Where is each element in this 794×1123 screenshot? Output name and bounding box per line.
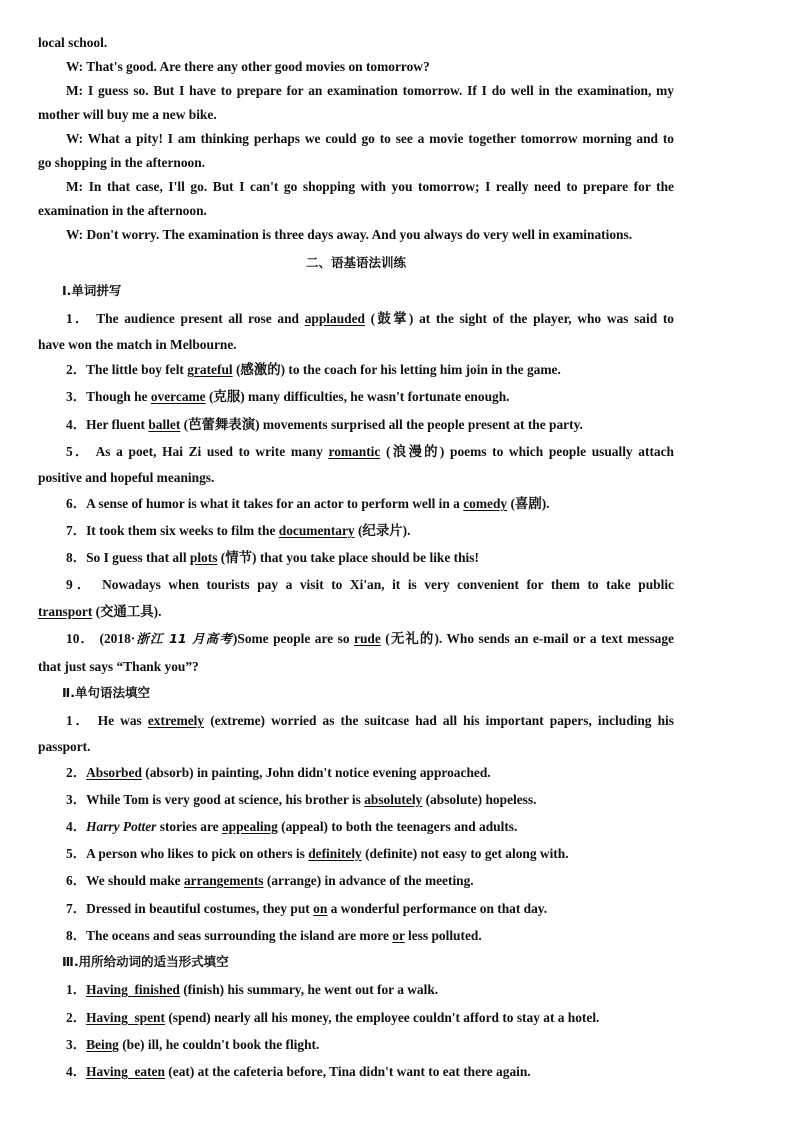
dialogue-line (38, 82, 674, 100)
text: positive and hopeful meanings. (38, 470, 215, 485)
question-line (38, 388, 674, 406)
text: 4． (66, 819, 87, 834)
dialogue-line (38, 130, 674, 148)
text: 4．Her fluent (66, 417, 149, 432)
question-line (38, 1009, 674, 1027)
section-title: 二、语基语法训练 (305, 255, 406, 270)
source-note: 浙江 11 月高考 (135, 631, 233, 646)
question-line (38, 603, 674, 621)
book-title: Harry Potter (86, 819, 157, 834)
text: (absolute) hopeless. (422, 792, 537, 807)
answer: definitely (308, 846, 362, 861)
text: less polluted. (404, 928, 482, 943)
text: 5．A person who likes to pick on others is (66, 846, 309, 861)
text: 8．So I guess that all (66, 550, 190, 565)
text: )Some people are so (232, 631, 354, 646)
answer: plots (189, 550, 218, 565)
text: 1． (66, 982, 87, 997)
dialogue-line (38, 226, 674, 244)
text: M: In that case, I'll go. But I can't go shopping with you tomorrow; I really need to prepare for the (66, 179, 674, 194)
text: W: What a pity! I am thinking perhaps we could go to see a movie together tomorrow morning and to (66, 131, 674, 146)
answer: or (392, 928, 405, 943)
text: that just says “Thank you”? (38, 659, 199, 674)
text: M: I guess so. But I have to prepare for an examination tomorrow. If I do well in the examination, my (66, 83, 674, 98)
text: a wonderful performance on that day. (327, 901, 548, 916)
answer: Absorbed (86, 765, 142, 780)
question-line (38, 791, 674, 809)
text: 2． (66, 1010, 87, 1025)
answer: extremely (147, 713, 205, 728)
text: (arrange) in advance of the meeting. (263, 873, 474, 888)
question-line (38, 336, 674, 354)
part-heading: Ⅱ.单句语法填空 (62, 685, 150, 700)
text: 9． Nowadays when tourists pay a visit to Xi'an, it is very convenient for them to take public (66, 577, 674, 592)
answer: appealing (221, 819, 278, 834)
dialogue-line (38, 178, 674, 196)
text: (absorb) in painting, John didn't notice evening approached. (141, 765, 491, 780)
dialogue-line (38, 154, 674, 172)
answer: arrangements (183, 873, 264, 888)
text: (感激的) to the coach for his letting him join in the game. (232, 362, 561, 377)
question-line (38, 416, 674, 434)
text: (浪漫的) poems to which people usually attach (380, 444, 674, 459)
answer: Being (86, 1037, 119, 1052)
answer: romantic (328, 444, 381, 459)
question-line (38, 310, 674, 328)
question-line (38, 443, 674, 461)
text: (appeal) to both the teenagers and adults. (277, 819, 518, 834)
question-line (38, 522, 674, 540)
answer: absolutely (364, 792, 423, 807)
text: 7．It took them six weeks to film the (66, 523, 279, 538)
answer: Having eaten (86, 1064, 165, 1079)
text: W: That's good. Are there any other good movies on tomorrow? (66, 59, 430, 74)
text: (definite) not easy to get along with. (361, 846, 569, 861)
part-heading: Ⅲ.用所给动词的适当形式填空 (62, 954, 229, 969)
question-line (38, 872, 674, 890)
part-heading: Ⅰ.单词拼写 (62, 283, 122, 298)
answer: on (313, 901, 328, 916)
question-line (38, 549, 674, 567)
answer: transport (38, 604, 93, 619)
text: examination in the afternoon. (38, 203, 207, 218)
text: 7．Dressed in beautiful costumes, they put (66, 901, 314, 916)
text: (情节) that you take place should be like this! (217, 550, 479, 565)
dialogue-line (38, 106, 674, 124)
text: 2． (66, 765, 87, 780)
question-line (38, 361, 674, 379)
text: 6．We should make (66, 873, 184, 888)
text: local school. (38, 35, 108, 50)
question-line (38, 469, 674, 487)
text: (喜剧). (507, 496, 550, 511)
question-line (38, 712, 674, 730)
question-line (38, 1063, 674, 1081)
text: W: Don't worry. The examination is three days away. And you always do very well in examinations. (66, 227, 633, 242)
text: 2．The little boy felt (66, 362, 188, 377)
question-line (38, 658, 674, 676)
text: mother will buy me a new bike. (38, 107, 217, 122)
dialogue-line (38, 202, 674, 220)
text: (鼓掌) at the sight of the player, who was said to (364, 311, 674, 326)
text: 10． (2018· (66, 631, 136, 646)
dialogue-line (38, 58, 674, 76)
question-line (38, 927, 674, 945)
text: (芭蕾舞表演) movements surprised all the people present at the party. (180, 417, 583, 432)
text: have won the match in Melbourne. (38, 337, 237, 352)
text: (extreme) worried as the suitcase had all his important papers, including his (204, 713, 674, 728)
answer: Having finished (86, 982, 180, 997)
text: 4． (66, 1064, 87, 1079)
question-line (38, 845, 674, 863)
text: (无礼的). Who sends an e-mail or a text message (380, 631, 674, 646)
text: stories are (156, 819, 222, 834)
dialogue-line (38, 34, 674, 52)
text: passport. (38, 739, 91, 754)
answer: overcame (150, 389, 206, 404)
answer: grateful (187, 362, 233, 377)
text: 3． (66, 1037, 87, 1052)
answer: comedy (463, 496, 508, 511)
question-line (38, 764, 674, 782)
text: 5． As a poet, Hai Zi used to write many (66, 444, 329, 459)
text: 3．Though he (66, 389, 151, 404)
text: (纪录片). (354, 523, 411, 538)
text: (eat) at the cafeteria before, Tina didn't want to eat there again. (164, 1064, 531, 1079)
answer: rude (354, 631, 381, 646)
text: 1． The audience present all rose and (66, 311, 305, 326)
answer: Having spent (86, 1010, 165, 1025)
question-line (38, 981, 674, 999)
answer: applauded (304, 311, 365, 326)
text: (克服) many difficulties, he wasn't fortunate enough. (205, 389, 510, 404)
answer: documentary (278, 523, 355, 538)
question-line (38, 630, 674, 648)
text: (finish) his summary, he went out for a walk. (179, 982, 439, 997)
text: (spend) nearly all his money, the employee couldn't afford to stay at a hotel. (164, 1010, 600, 1025)
text: (be) ill, he couldn't book the flight. (118, 1037, 320, 1052)
question-line (38, 738, 674, 756)
question-line (38, 818, 674, 836)
answer: ballet (148, 417, 181, 432)
text: 8．The oceans and seas surrounding the island are more (66, 928, 393, 943)
question-line (38, 900, 674, 918)
text: 3．While Tom is very good at science, his brother is (66, 792, 365, 807)
text: 1． He was (66, 713, 148, 728)
text: (交通工具). (92, 604, 162, 619)
text: go shopping in the afternoon. (38, 155, 206, 170)
text: 6．A sense of humor is what it takes for an actor to perform well in a (66, 496, 464, 511)
question-line (38, 1036, 674, 1054)
question-line (38, 576, 674, 594)
question-line (38, 495, 674, 513)
